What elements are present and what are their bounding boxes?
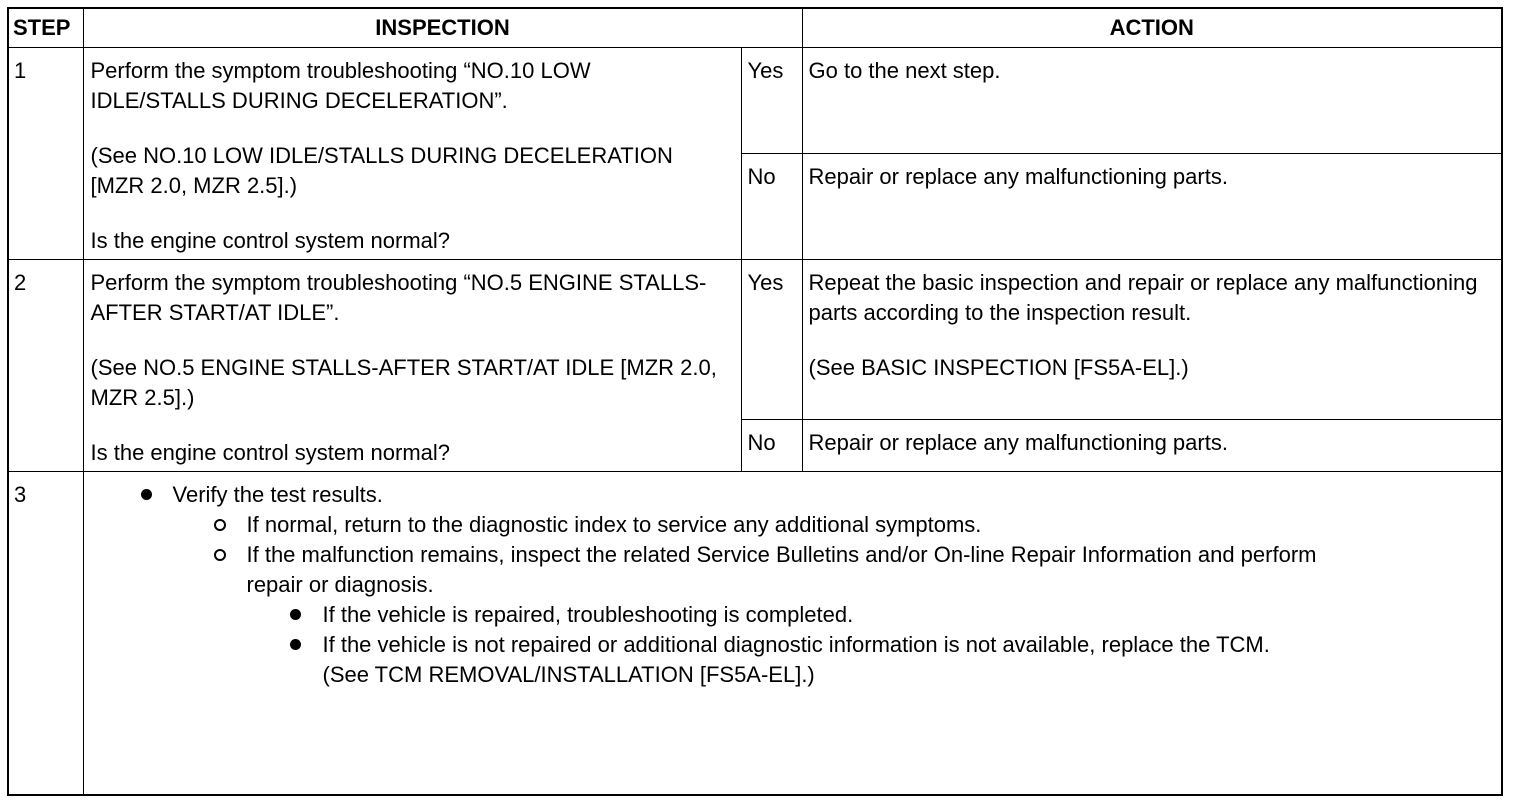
sub-sub-bullet-text: If the vehicle is repaired, troubleshooting is completed. [322, 602, 854, 627]
sub-bullet-item [91, 540, 1492, 600]
yes-label: Yes [741, 48, 802, 154]
inspection-reference: (See NO.5 ENGINE STALLS-AFTER START/AT IDLE [MZR 2.0, MZR 2.5].) [90, 355, 717, 410]
bullet-item [91, 480, 1492, 510]
troubleshooting-table [7, 7, 1503, 796]
sub-bullet-text: If normal, return to the diagnostic index to service any additional symptoms. [246, 512, 982, 537]
step-number: 3 [8, 472, 83, 796]
no-action: Repair or replace any malfunctioning parts. [802, 420, 1502, 472]
step-1-yes-row [8, 48, 1502, 154]
inspection-header: INSPECTION [83, 8, 802, 48]
bullet-dot-icon [290, 609, 301, 620]
inspection-question: Is the engine control system normal? [90, 440, 451, 465]
step-header: STEP [8, 8, 83, 48]
yes-action [802, 260, 1502, 420]
yes-action: Go to the next step. [802, 48, 1502, 154]
yes-action-text: Repeat the basic inspection and repair or replace any malfunctioning parts according to the inspection result. [808, 270, 1478, 325]
yes-label: Yes [741, 260, 802, 420]
yes-action-reference: (See BASIC INSPECTION [FS5A-EL].) [808, 355, 1189, 380]
bullet-text: Verify the test results. [172, 482, 383, 507]
step-2-yes-row [8, 260, 1502, 420]
action-header: ACTION [802, 8, 1502, 48]
no-label: No [741, 154, 802, 260]
step-number: 1 [8, 48, 83, 260]
header-row [8, 8, 1502, 48]
bullet-dot-icon [141, 489, 152, 500]
step-3-content [83, 472, 1502, 796]
bullet-dot-icon [290, 639, 301, 650]
inspection-text: Perform the symptom troubleshooting “NO.5 ENGINE STALLS-AFTER START/AT IDLE”. [90, 270, 707, 325]
bullet-circle-icon [214, 549, 226, 561]
no-label: No [741, 420, 802, 472]
sub-sub-bullet-reference: (See TCM REMOVAL/INSTALLATION [FS5A-EL].) [322, 662, 815, 687]
step-number: 2 [8, 260, 83, 472]
step-1-inspection [83, 48, 741, 260]
sub-sub-bullet-item [91, 600, 1492, 630]
sub-bullet-text: If the malfunction remains, inspect the related Service Bulletins and/or On-line Repair Information and perform repair or diagnosis. [246, 542, 1317, 597]
inspection-text: Perform the symptom troubleshooting “NO.10 LOW IDLE/STALLS DURING DECELERATION”. [90, 58, 591, 113]
inspection-question: Is the engine control system normal? [90, 228, 451, 253]
inspection-reference: (See NO.10 LOW IDLE/STALLS DURING DECELERATION [MZR 2.0, MZR 2.5].) [90, 143, 673, 198]
no-action: Repair or replace any malfunctioning parts. [802, 154, 1502, 260]
sub-sub-bullet-text: If the vehicle is not repaired or additional diagnostic information is not available, replace the TCM. [322, 632, 1270, 657]
bullet-circle-icon [214, 519, 226, 531]
step-3-row [8, 472, 1502, 796]
sub-bullet-item [91, 510, 1492, 540]
sub-sub-bullet-item [91, 630, 1492, 690]
step-2-inspection [83, 260, 741, 472]
